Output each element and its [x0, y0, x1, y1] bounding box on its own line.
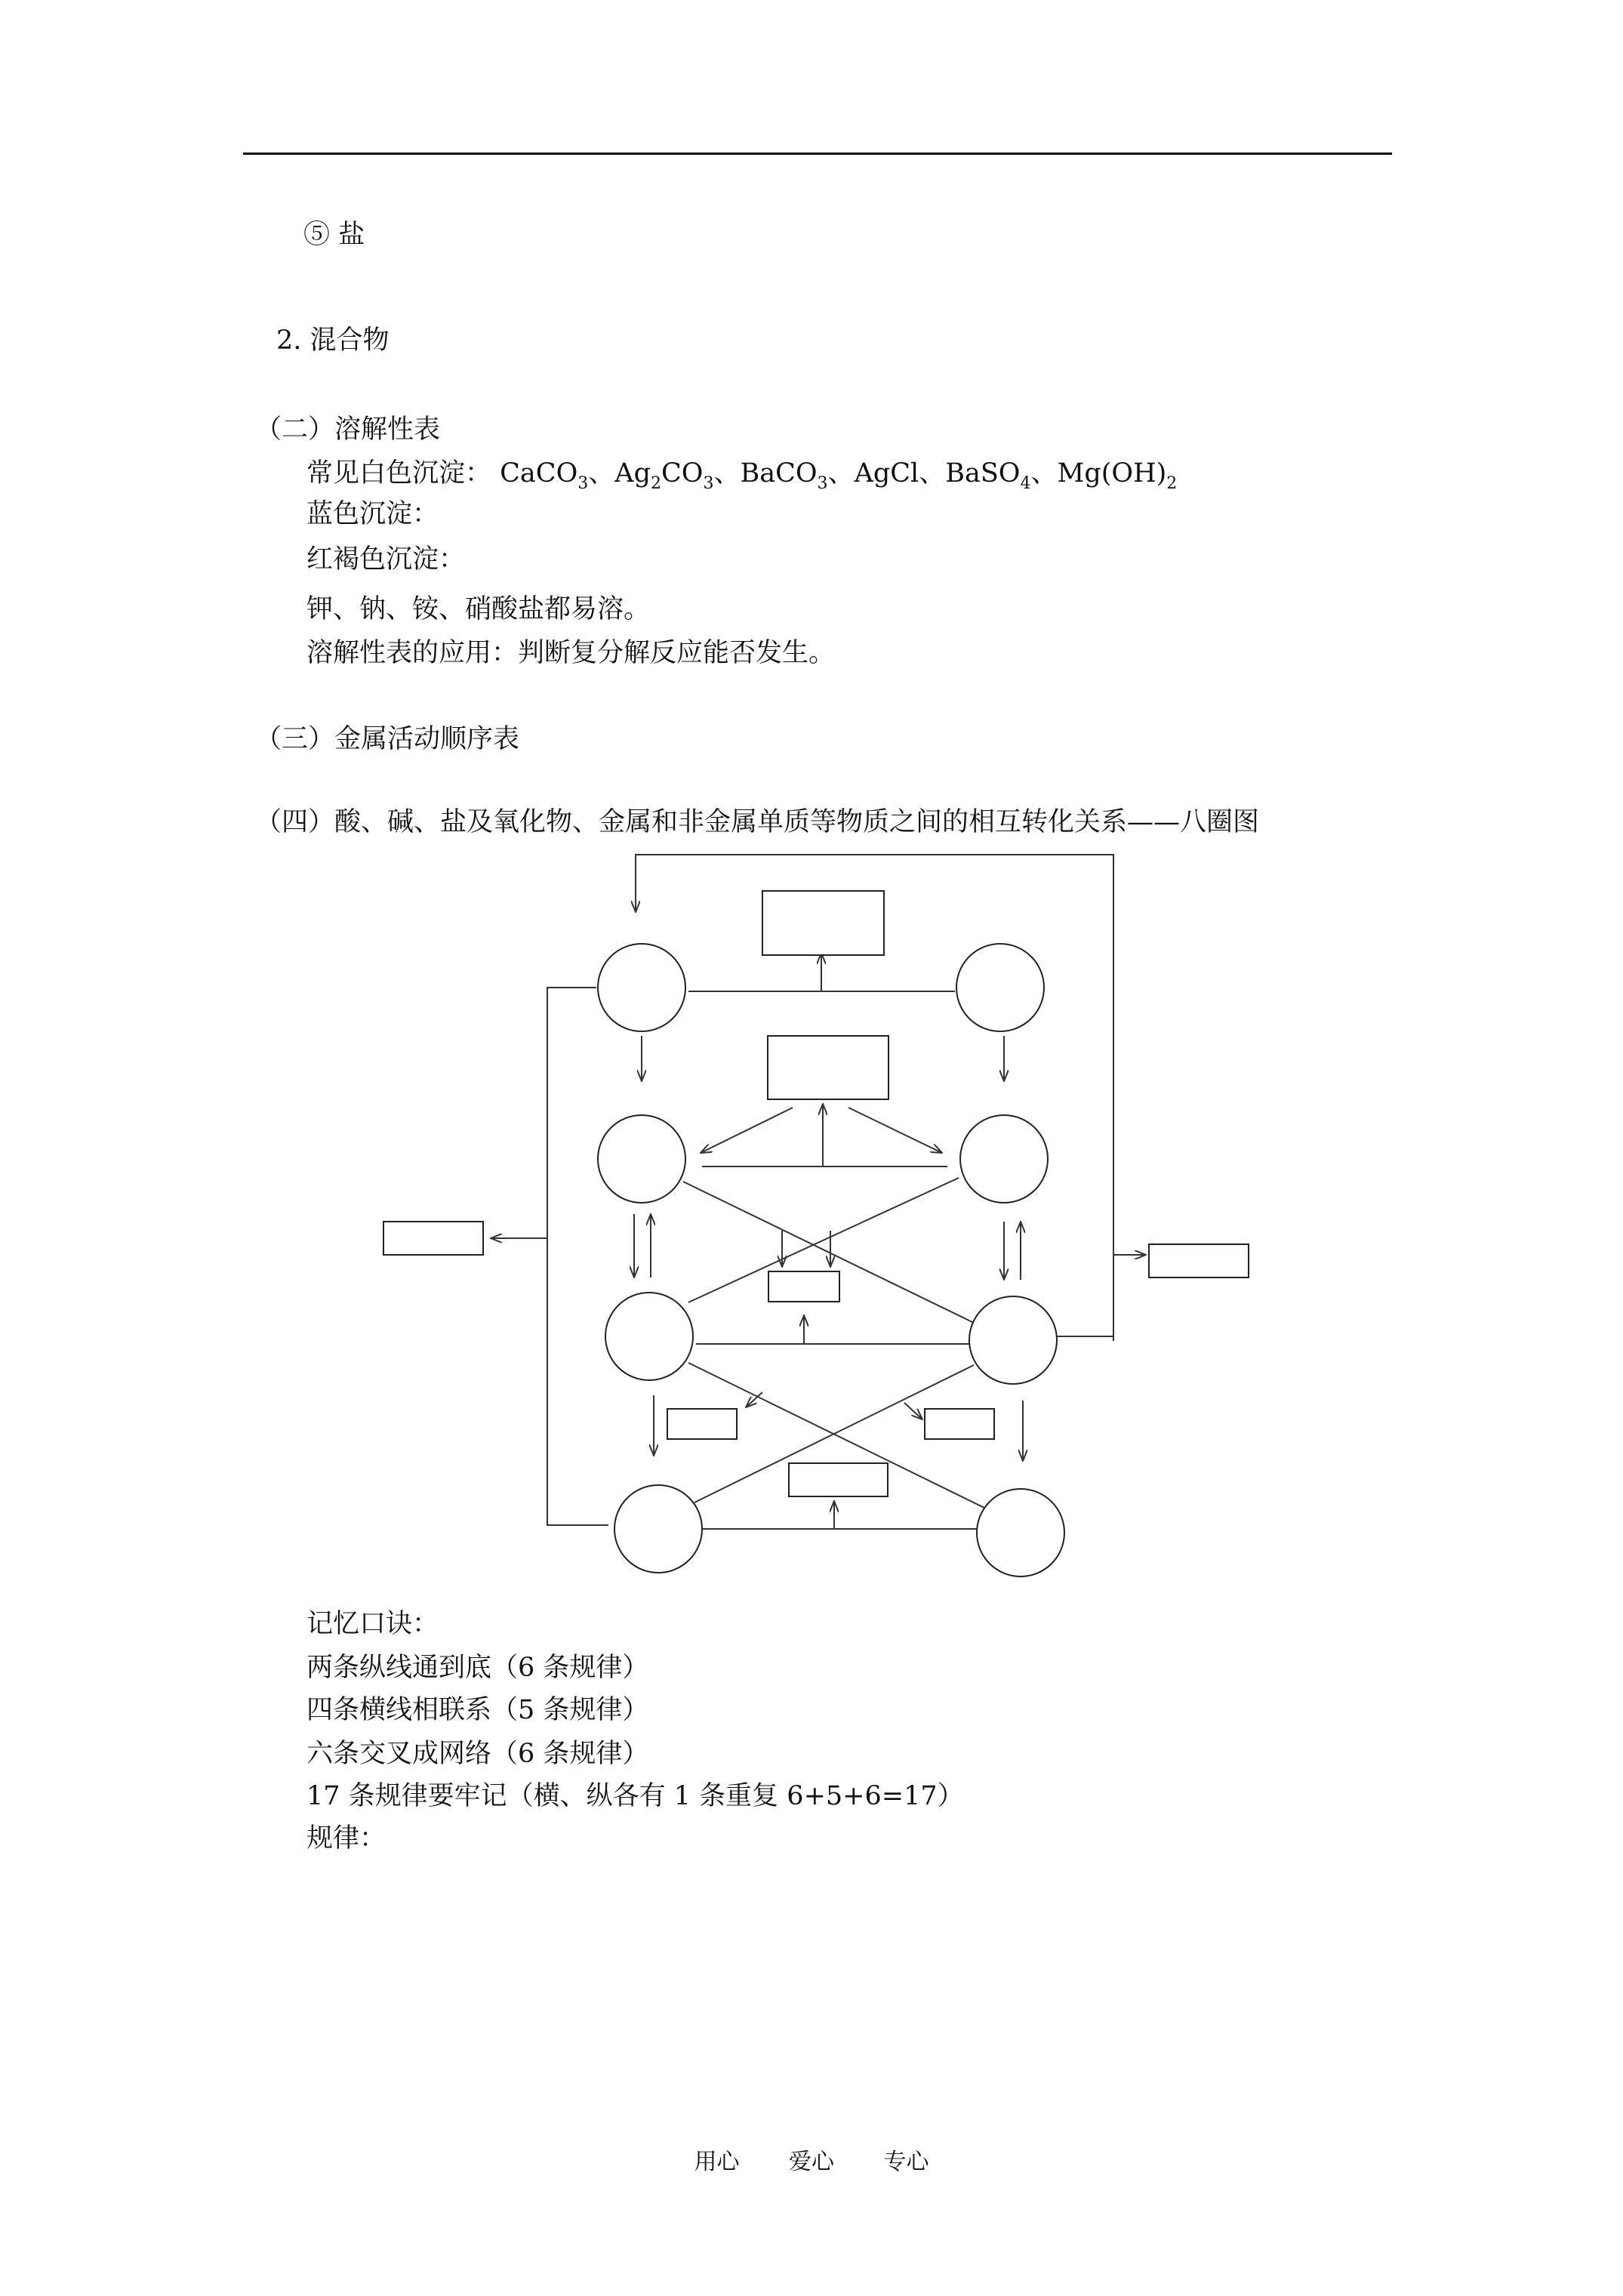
circle-r3-left [605, 1293, 693, 1380]
box-left [383, 1222, 483, 1255]
circle-r2-right [960, 1115, 1048, 1203]
mnemonic-label: 记忆口诀： [306, 1609, 439, 1639]
page-footer [0, 2143, 1623, 2176]
formula: $Mg(OH)_2$ [1057, 458, 1178, 493]
circle-r2-left [598, 1115, 685, 1203]
box-middle-small [768, 1271, 839, 1302]
mnemonic-line-4: 17 条规律要牢记（横、纵各有 1 条重复 6+5+6=17） [306, 1781, 964, 1811]
formula: AgCl、 [854, 458, 946, 488]
circle-r4-right [977, 1489, 1064, 1576]
formula: $Ag_2CO_3$、 [614, 458, 741, 493]
formula: CaCO$_3$、 [500, 458, 615, 493]
footer-word-2: 爱心 [789, 2149, 834, 2175]
solubility-title: （二）溶解性表 [255, 415, 441, 445]
circle-r4-left [614, 1485, 702, 1573]
blue-precipitate-line: 蓝色沉淀： [306, 499, 439, 529]
circle-r1-left [598, 944, 685, 1031]
left-loop-line [547, 988, 608, 1525]
small-arrow-right [904, 1403, 922, 1419]
mnemonic-line-3: 六条交叉成网络（6 条规律） [306, 1739, 649, 1769]
box-right [1149, 1244, 1249, 1277]
mnemonic-line-1: 两条纵线通到底（6 条规律） [306, 1653, 649, 1683]
footer-word-3: 专心 [883, 2149, 929, 2175]
row2-left-arrow [701, 1108, 793, 1153]
salt-heading: ⑤ 盐 [303, 220, 365, 250]
footer-word-1: 用心 [694, 2149, 740, 2175]
box-lower-left [667, 1409, 737, 1439]
redbrown-precipitate-line: 红褐色沉淀： [306, 544, 466, 575]
formula: BaCO$_3$、 [740, 458, 855, 493]
eight-circle-title: （四）酸、碱、盐及氧化物、金属和非金属单质等物质之间的相互转化关系——八圈图 [255, 807, 1260, 837]
box-lower-right [925, 1409, 994, 1439]
rules-label: 规律： [306, 1823, 387, 1854]
solubility-application-line: 溶解性表的应用：判断复分解反应能否发生。 [306, 638, 836, 668]
box-bottom [789, 1463, 888, 1496]
white-precipitate-label: 常见白色沉淀： [306, 458, 492, 488]
box-center [768, 1036, 888, 1099]
mixture-heading: 2. 混合物 [276, 325, 390, 356]
box-top [762, 891, 884, 955]
mnemonic-line-2: 四条横线相联系（5 条规律） [306, 1695, 649, 1725]
row2-right-arrow [848, 1108, 942, 1153]
circle-r1-right [956, 944, 1044, 1031]
metal-activity-title: （三）金属活动顺序表 [255, 724, 520, 754]
circle-r3-right [969, 1296, 1057, 1384]
soluble-salts-line: 钾、钠、铵、硝酸盐都易溶。 [306, 594, 651, 624]
formula: BaSO$_4$、 [945, 458, 1058, 493]
